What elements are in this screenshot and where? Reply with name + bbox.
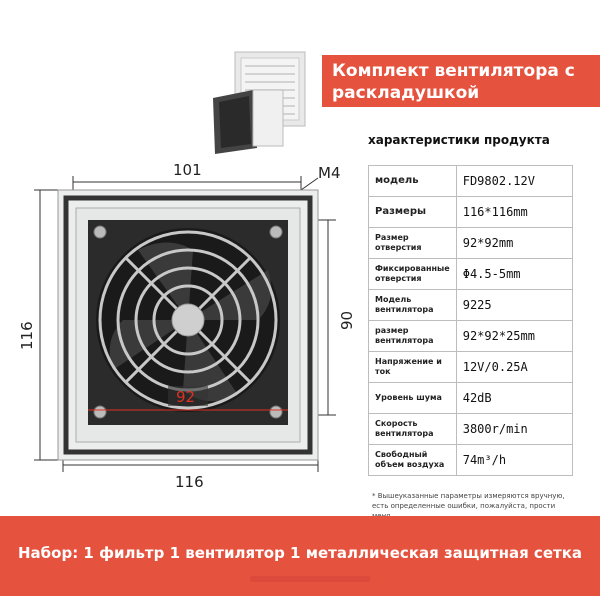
bottom-banner (0, 516, 600, 596)
spec-label: Размер отверстия (369, 228, 457, 259)
table-row (369, 414, 573, 445)
spec-value: 12V/0.25A (456, 352, 572, 383)
spec-value: 9225 (456, 290, 572, 321)
dim-left-label: 116 (18, 321, 36, 350)
spec-label: Фиксированные отверстия (369, 259, 457, 290)
dim-screw-label: M4 (318, 164, 341, 182)
fan-dimension-drawing (18, 160, 363, 490)
table-row (369, 259, 573, 290)
spec-value: FD9802.12V (456, 166, 572, 197)
spec-label: модель (369, 166, 457, 197)
spec-value: Φ4.5-5mm (456, 259, 572, 290)
table-row (369, 445, 573, 476)
spec-label: Уровень шума (369, 383, 457, 414)
table-row (369, 228, 573, 259)
spec-value: 116*116mm (456, 197, 572, 228)
spec-value: 92*92*25mm (456, 321, 572, 352)
spec-value: 74m³/h (456, 445, 572, 476)
dim-bottom-label: 116 (175, 473, 204, 490)
spec-value: 42dB (456, 383, 572, 414)
table-row (369, 321, 573, 352)
title-banner: Комплект вентилятора с раскладушкой (322, 55, 600, 107)
specs-heading: характеристики продукта (368, 133, 550, 147)
bottom-banner-text: Набор: 1 фильтр 1 вентилятор 1 металлическая защитная сетка (18, 544, 582, 562)
spec-label: Свободный объем воздуха (369, 445, 457, 476)
watermark (250, 576, 370, 582)
table-row (369, 166, 573, 197)
footnote: * Вышеуказанные параметры измеряются вручную, есть определенные ошибки, пожалуйста, прости (372, 492, 565, 510)
dim-top-label: 101 (173, 161, 202, 179)
spec-label: Модель вентилятора (369, 290, 457, 321)
spec-label: размер вентилятора (369, 321, 457, 352)
dim-right-label: 90 (338, 310, 356, 330)
product-photo (205, 48, 310, 156)
spec-label: Скорость вентилятора (369, 414, 457, 445)
dim-inner-label: 92 (176, 388, 196, 406)
spec-label: Напряжение и ток (369, 352, 457, 383)
table-row (369, 352, 573, 383)
table-row (369, 383, 573, 414)
specs-table (368, 165, 573, 476)
spec-value: 92*92mm (456, 228, 572, 259)
table-row (369, 197, 573, 228)
table-row (369, 290, 573, 321)
spec-label: Размеры (369, 197, 457, 228)
spec-value: 3800r/min (456, 414, 572, 445)
